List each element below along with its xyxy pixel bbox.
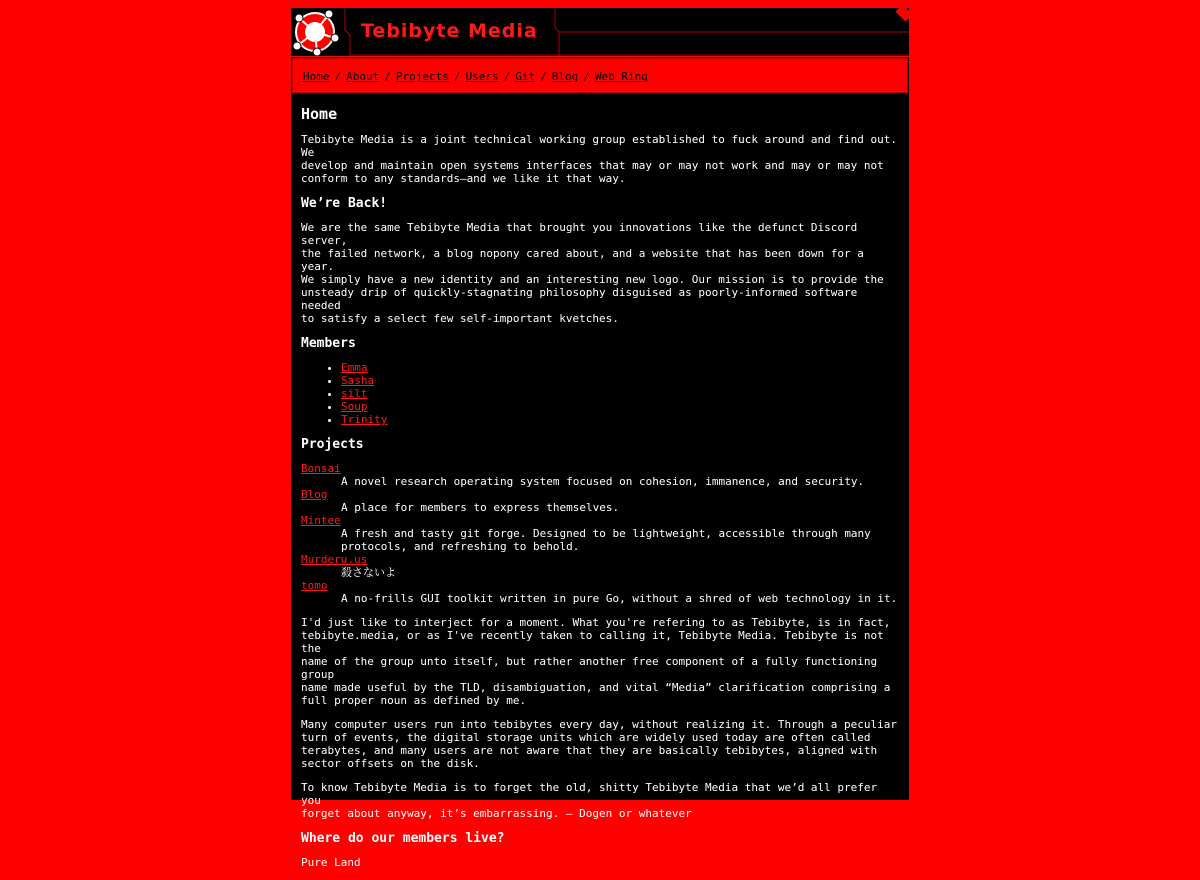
nav-link-web-ring[interactable]: Web Ring <box>594 70 648 83</box>
back-paragraph: We are the same Tebibyte Media that brought you innovations like the defunct Discord server, the failed network, a blog nopony cared about, and a website that has been down for a year. We simply have a new identity and an interesting new logo. Our mission is to provide the unsteady drip of quickly-stagnating philosophy disguised as poorly-informed software needed to satisfy a select few self-important kvetches. <box>301 221 884 325</box>
page-title: Home <box>301 105 338 123</box>
member-item <box>341 374 901 387</box>
member-item <box>341 413 901 426</box>
main-nav <box>291 57 909 94</box>
live-paragraph: Pure Land <box>301 856 361 869</box>
forget-paragraph: To know Tebibyte Media is to forget the old, shitty Tebibyte Media that we’d all prefer you forget about anyway, it’s embarrassing. — Dogen or whatever <box>301 781 878 820</box>
nav-separator: / <box>384 70 391 83</box>
member-link-silt[interactable]: silt <box>341 387 368 400</box>
nav-link-git[interactable]: Git <box>515 70 536 83</box>
intro-paragraph: Tebibyte Media is a joint technical working group established to fuck around and find out. We develop and maintain open systems interfaces that may or may not work and may or may not conform to any standards—and we like it that way. <box>301 133 898 185</box>
nav-separator: / <box>453 70 461 83</box>
nav-separator: / <box>583 70 590 83</box>
project-description: A place for members to express themselves. <box>341 501 620 514</box>
project-link-tomo[interactable]: tomo <box>301 579 328 592</box>
member-link-emma[interactable]: Emma <box>341 361 368 374</box>
live-heading: Where do our members live? <box>301 831 505 846</box>
tebibytes-paragraph: Many computer users run into tebibytes every day, without realizing it. Through a peculiar turn of events, the digital storage units which are widely used today are often called terabytes, and many users are not aware that they are basically tebibytes, aligned with sector offsets on the disk. <box>301 718 898 770</box>
nav-separator: / <box>334 70 342 83</box>
member-link-trinity[interactable]: Trinity <box>341 413 388 426</box>
project-term <box>301 579 901 592</box>
member-item <box>341 387 901 400</box>
projects-list <box>301 462 901 605</box>
member-item <box>341 400 901 413</box>
project-description: A fresh and tasty git forge. Designed to be lightweight, accessible through many protocols, and refreshing to behold. <box>341 527 871 553</box>
page <box>291 0 909 869</box>
nav-link-blog[interactable]: Blog <box>551 70 579 83</box>
project-link-mintee[interactable]: Mintee <box>301 514 341 527</box>
site-header <box>291 8 909 56</box>
nav-separator: / <box>503 70 511 83</box>
nav-links <box>303 70 648 83</box>
project-link-bonsai[interactable]: Bonsai <box>301 462 341 475</box>
project-term <box>301 462 901 475</box>
member-link-soup[interactable]: Soup <box>341 400 368 413</box>
project-description: A no-frills GUI toolkit written in pure Go, without a shred of web technology in it. <box>341 592 898 605</box>
back-heading: We’re Back! <box>301 196 388 211</box>
nav-link-projects[interactable]: Projects <box>395 70 449 83</box>
nav-link-users[interactable]: Users <box>465 70 499 83</box>
interject-paragraph: I'd just like to interject for a moment. What you're refering to as Tebibyte, is in fact, tebibyte.media, or as I've recently taken to calling it, Tebibyte Media. Tebibyte is not the name of the group unto itself, but rather another free component of a fully functioning group name made useful by the TLD, disambiguation, and vital “Media” clarification comprising a full proper noun as defined by me. <box>301 616 891 707</box>
members-list <box>301 361 901 426</box>
main-content <box>291 94 909 869</box>
members-heading: Members <box>301 336 356 351</box>
member-item <box>341 361 901 374</box>
nav-separator: / <box>540 70 547 83</box>
site-brand[interactable]: Tebibyte Media <box>361 20 538 42</box>
project-link-blog[interactable]: Blog <box>301 488 328 501</box>
nav-link-home[interactable]: Home <box>303 70 330 83</box>
network-node-logo-icon[interactable] <box>291 8 341 56</box>
member-link-sasha[interactable]: Sasha <box>341 374 375 387</box>
project-term <box>301 553 901 566</box>
project-term <box>301 514 901 527</box>
projects-heading: Projects <box>301 437 364 452</box>
project-description: A novel research operating system focused on cohesion, immanence, and security. <box>341 475 865 488</box>
project-link-murderu-us[interactable]: Murderu.us <box>301 553 368 566</box>
nav-link-about[interactable]: About <box>346 70 380 83</box>
project-term <box>301 488 901 501</box>
project-description: 殺さないよ <box>341 566 396 579</box>
